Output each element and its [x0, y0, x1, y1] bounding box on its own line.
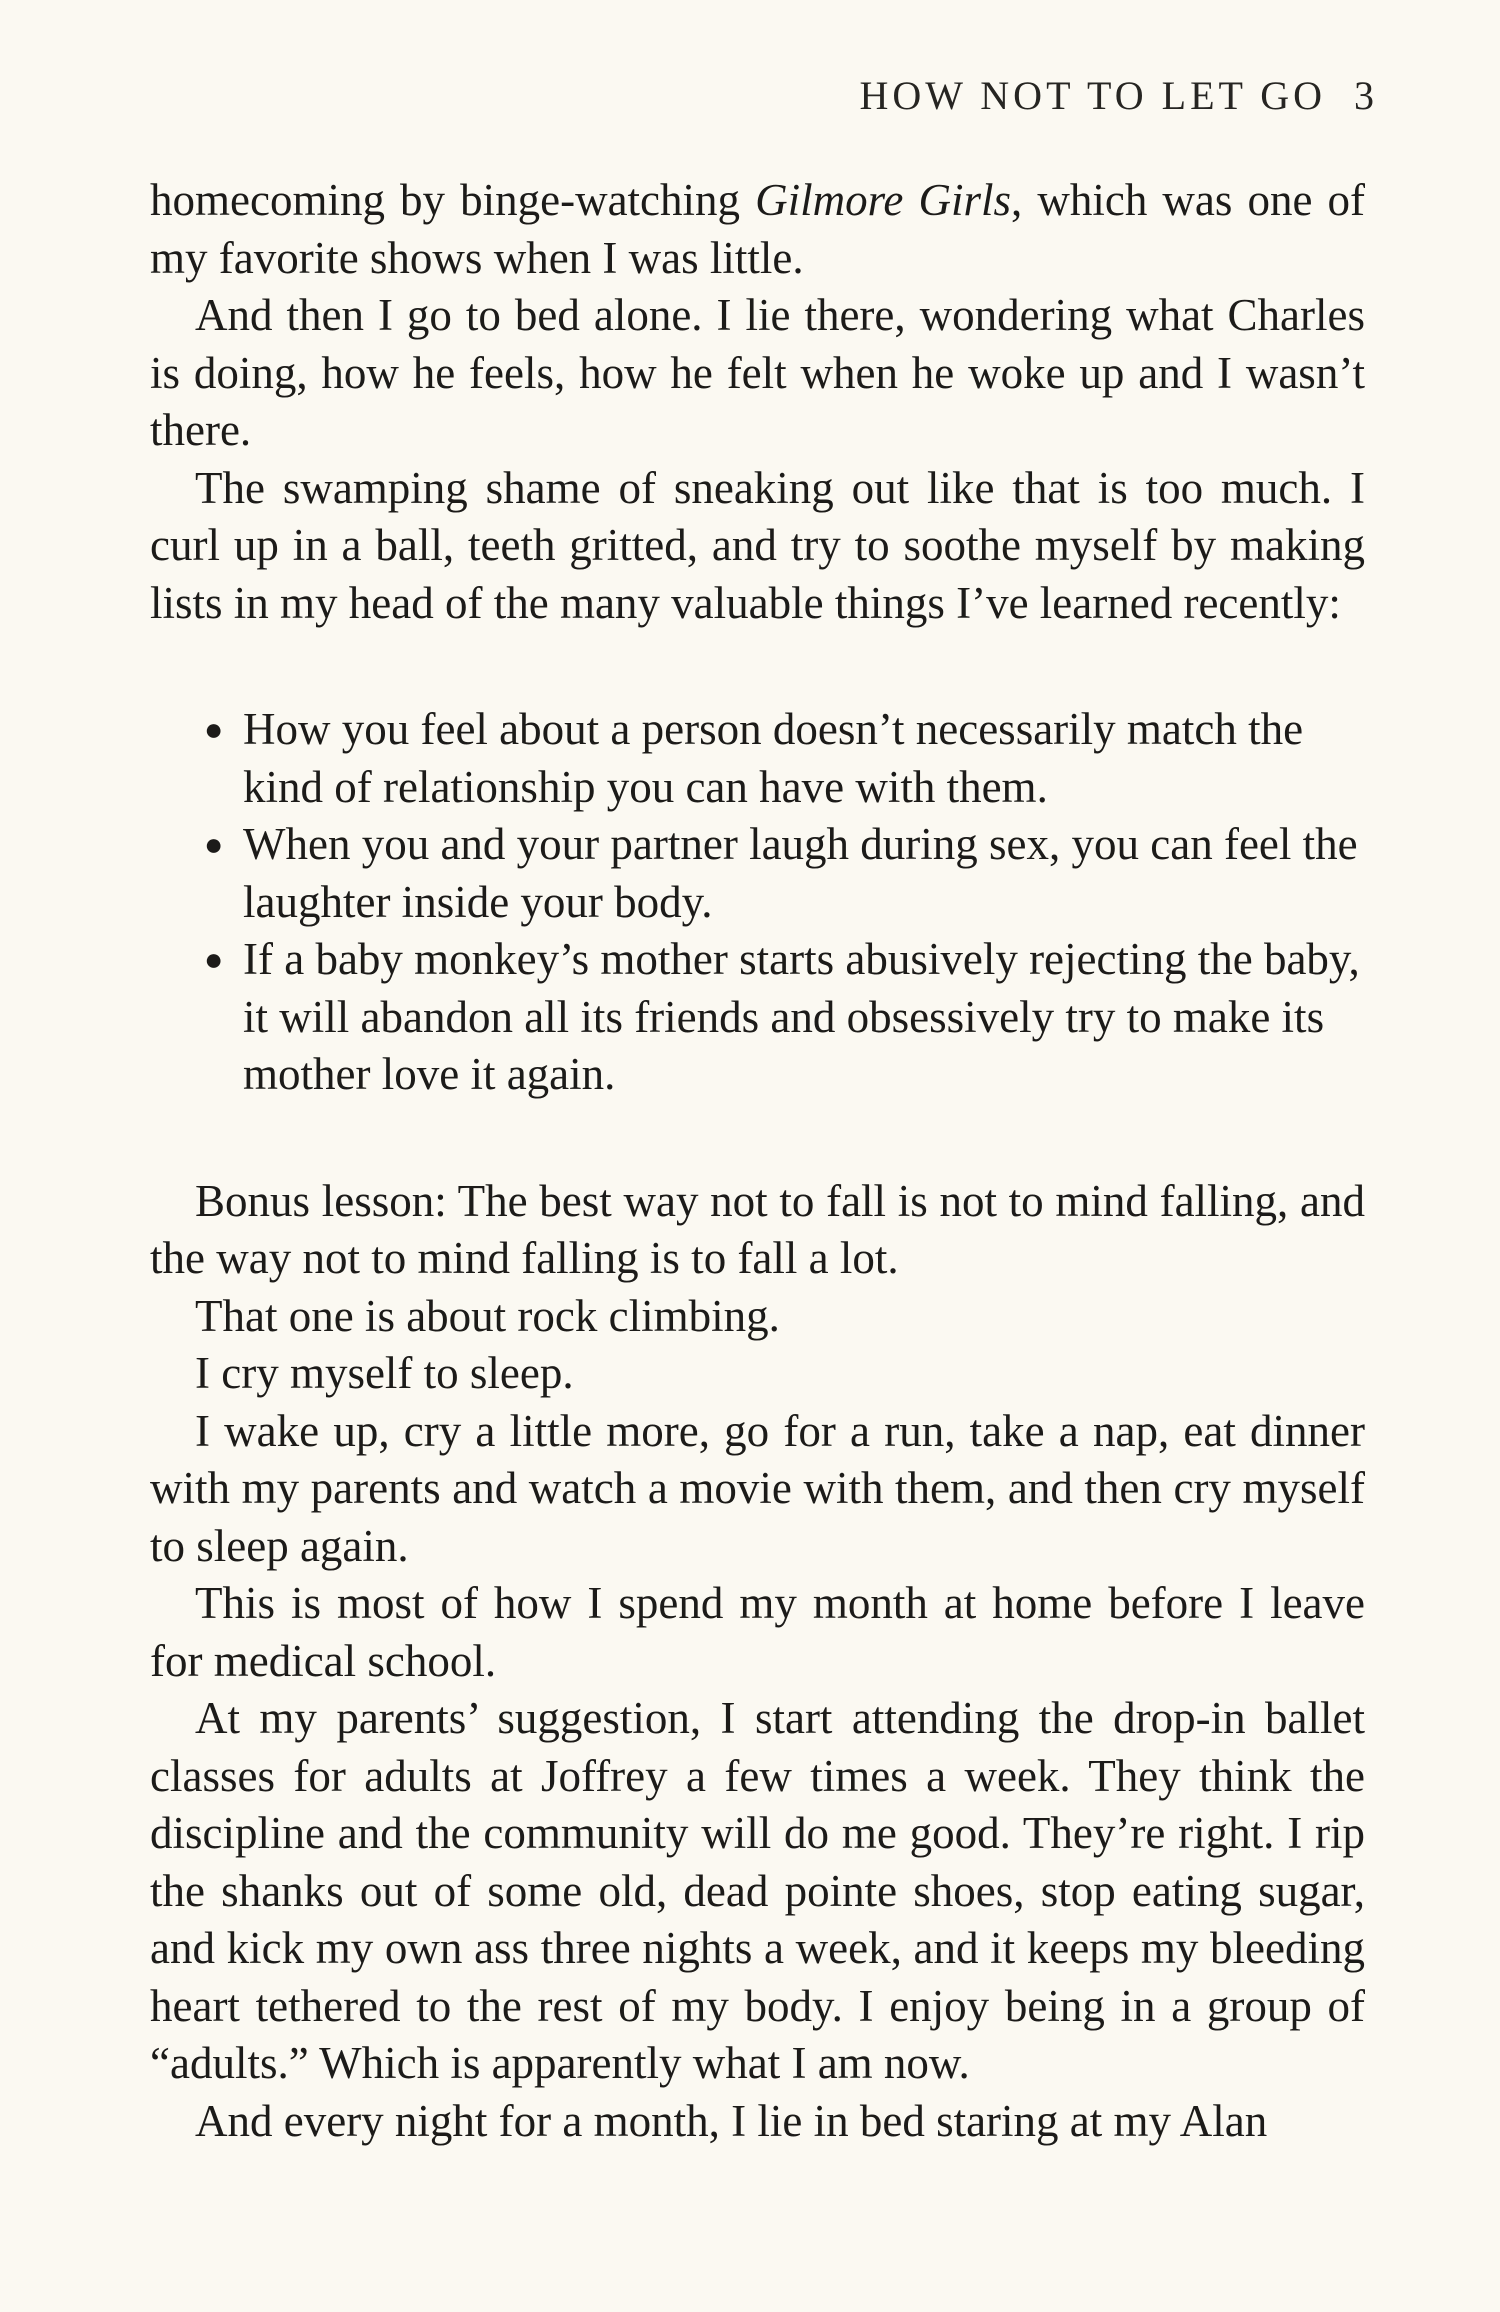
- list-item: [150, 816, 1365, 931]
- list-item-text: If a baby monkey’s mother starts abusively rejecting the baby, it will abandon all its friends and obsessively try to make its mother love it again.: [243, 934, 1360, 1099]
- running-head-title: HOW NOT TO LET GO: [859, 73, 1326, 118]
- paragraph: This is most of how I spend my month at home before I leave for medical school.: [150, 1578, 1365, 1686]
- paragraph: Bonus lesson: The best way not to fall is not to mind falling, and the way not to mind falling is to fall a lot.: [150, 1175, 1365, 1283]
- lessons-list: [150, 701, 1365, 1104]
- bullet-icon: ●: [204, 941, 224, 977]
- list-item: [150, 701, 1365, 816]
- paragraph: [150, 172, 1365, 287]
- paragraph: I wake up, cry a little more, go for a run, take a nap, eat dinner with my parents and watch a movie with them, and then cry myself to sleep again.: [150, 1405, 1365, 1571]
- show-title: Gilmore Girls: [755, 175, 1012, 225]
- list-item: [150, 931, 1365, 1104]
- paragraph: And every night for a month, I lie in bed staring at my Alan: [195, 2095, 1268, 2146]
- list-item-text: When you and your partner laugh during sex, you can feel the laughter inside your body.: [243, 819, 1358, 927]
- paragraph: And then I go to bed alone. I lie there, wondering what Charles is doing, how he feels, how he felt when he woke up and I wasn’t there.: [150, 290, 1365, 455]
- bullet-icon: ●: [204, 711, 224, 747]
- paragraph: At my parents’ suggestion, I start attending the drop-in ballet classes for adults at Joffrey a few times a week. They think the discipline and the community will do me good. They’re right. I rip the shanks out of some old, dead pointe shoes, stop eating sugar, and kick my own ass three nights a week, and it keeps my bleeding heart tethered to the rest of my body. I enjoy being in a group of “adults.” Which is apparently what I am now.: [150, 1693, 1365, 2088]
- list-item-text: How you feel about a person doesn’t necessarily match the kind of relationship you can have with them.: [243, 704, 1304, 812]
- bullet-icon: ●: [204, 826, 224, 862]
- paragraph: That one is about rock climbing.: [195, 1290, 780, 1341]
- page-number: 3: [1354, 73, 1374, 118]
- running-header: [859, 72, 1374, 119]
- body-text: [150, 172, 1365, 2150]
- paragraph-text: , which was one of my favorite shows when I was little.: [150, 175, 1365, 283]
- paragraph: I cry myself to sleep.: [195, 1348, 574, 1398]
- paragraph: The swamping shame of sneaking out like that is too much. I curl up in a ball, teeth gritted, and try to soothe myself by making lists in my head of the many valuable things I’ve learned recently:: [150, 462, 1365, 628]
- paragraph-text: homecoming by binge-watching: [150, 175, 756, 225]
